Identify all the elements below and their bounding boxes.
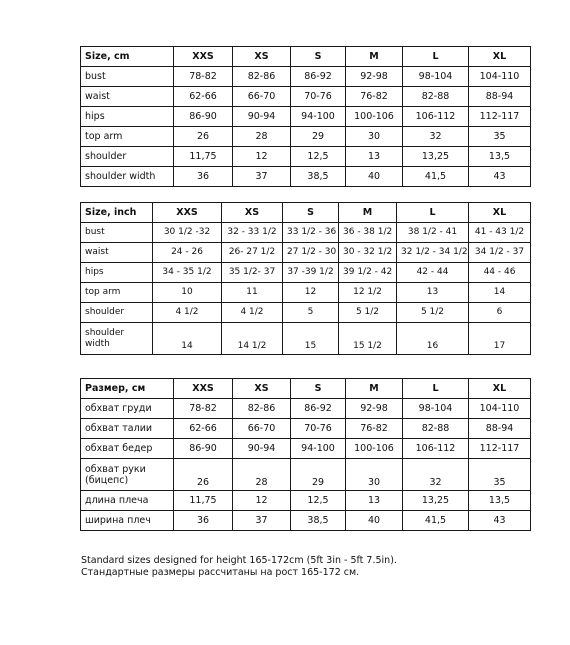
cell: 39 1/2 - 42 xyxy=(339,263,397,283)
cell: 36 - 38 1/2 xyxy=(339,223,397,243)
cell: 14 xyxy=(153,323,222,355)
cell: 78-82 xyxy=(174,399,233,419)
size-header: L xyxy=(403,379,469,399)
cell: 70-76 xyxy=(291,419,346,439)
size-header: L xyxy=(397,203,469,223)
cell: 28 xyxy=(233,459,291,491)
cell: 112-117 xyxy=(469,107,531,127)
cell: 32 - 33 1/2 xyxy=(222,223,283,243)
size-header: S xyxy=(291,47,346,67)
cell: 13 xyxy=(346,491,403,511)
cell: 98-104 xyxy=(403,67,469,87)
cell: 86-90 xyxy=(174,439,233,459)
table-title: Размер, см xyxy=(81,379,174,399)
row-label: top arm xyxy=(81,127,174,147)
table-row xyxy=(81,283,531,303)
cell: 86-92 xyxy=(291,399,346,419)
table-row xyxy=(81,263,531,283)
table-row xyxy=(81,167,531,187)
size-header: XS xyxy=(222,203,283,223)
cell: 35 xyxy=(469,459,531,491)
cell: 30 xyxy=(346,459,403,491)
cell: 32 xyxy=(403,127,469,147)
cell: 44 - 46 xyxy=(469,263,531,283)
header-row xyxy=(81,379,531,399)
row-label: обхват бедер xyxy=(81,439,174,459)
cell: 106-112 xyxy=(403,107,469,127)
cell: 37 -39 1/2 xyxy=(283,263,339,283)
cell: 76-82 xyxy=(346,87,403,107)
cell: 43 xyxy=(469,511,531,531)
cell: 24 - 26 xyxy=(153,243,222,263)
cell: 5 1/2 xyxy=(397,303,469,323)
height-note-ru: Стандартные размеры рассчитаны на рост 165-172 см. xyxy=(81,567,360,578)
cell: 11,75 xyxy=(174,491,233,511)
row-label: обхват талии xyxy=(81,419,174,439)
table-row xyxy=(81,243,531,263)
cell: 82-86 xyxy=(233,399,291,419)
cell: 27 1/2 - 30 xyxy=(283,243,339,263)
row-label: shoulder width xyxy=(81,323,153,355)
cell: 10 xyxy=(153,283,222,303)
cell: 13,25 xyxy=(403,147,469,167)
row-label: hips xyxy=(81,107,174,127)
cell: 28 xyxy=(233,127,291,147)
size-table-ru xyxy=(80,378,531,531)
cell: 40 xyxy=(346,511,403,531)
size-header: XS xyxy=(233,47,291,67)
table-row xyxy=(81,127,531,147)
height-note-en: Standard sizes designed for height 165-172cm (5ft 3in - 5ft 7.5in). xyxy=(81,555,397,566)
cell: 36 xyxy=(174,167,233,187)
cell: 11,75 xyxy=(174,147,233,167)
cell: 82-86 xyxy=(233,67,291,87)
cell: 88-94 xyxy=(469,419,531,439)
row-label: waist xyxy=(81,243,153,263)
row-label: bust xyxy=(81,223,153,243)
cell: 104-110 xyxy=(469,67,531,87)
size-header: XXS xyxy=(153,203,222,223)
size-table-cm xyxy=(80,46,531,187)
cell: 30 - 32 1/2 xyxy=(339,243,397,263)
size-header: M xyxy=(346,47,403,67)
size-header: XXS xyxy=(174,379,233,399)
size-header: XL xyxy=(469,47,531,67)
cell: 12 1/2 xyxy=(339,283,397,303)
cell: 13,25 xyxy=(403,491,469,511)
cell: 62-66 xyxy=(174,87,233,107)
row-label: обхват груди xyxy=(81,399,174,419)
cell: 15 xyxy=(283,323,339,355)
cell: 37 xyxy=(233,511,291,531)
table-title: Size, inch xyxy=(81,203,153,223)
cell: 13,5 xyxy=(469,147,531,167)
cell: 4 1/2 xyxy=(153,303,222,323)
cell: 29 xyxy=(291,127,346,147)
size-header: S xyxy=(283,203,339,223)
cell: 38,5 xyxy=(291,511,346,531)
size-header: XXS xyxy=(174,47,233,67)
cell: 13 xyxy=(346,147,403,167)
cell: 40 xyxy=(346,167,403,187)
cell: 26 xyxy=(174,127,233,147)
cell: 34 1/2 - 37 xyxy=(469,243,531,263)
cell: 43 xyxy=(469,167,531,187)
size-header: L xyxy=(403,47,469,67)
cell: 100-106 xyxy=(346,107,403,127)
cell: 14 xyxy=(469,283,531,303)
size-header: M xyxy=(339,203,397,223)
cell: 32 xyxy=(403,459,469,491)
table-row xyxy=(81,459,531,491)
table-row xyxy=(81,323,531,355)
table-row xyxy=(81,67,531,87)
table-row xyxy=(81,491,531,511)
cell: 14 1/2 xyxy=(222,323,283,355)
table-row xyxy=(81,439,531,459)
size-header: S xyxy=(291,379,346,399)
cell: 42 - 44 xyxy=(397,263,469,283)
cell: 70-76 xyxy=(291,87,346,107)
table-title: Size, cm xyxy=(81,47,174,67)
cell: 12 xyxy=(233,147,291,167)
cell: 35 1/2- 37 xyxy=(222,263,283,283)
cell: 26 xyxy=(174,459,233,491)
cell: 88-94 xyxy=(469,87,531,107)
row-label: shoulder width xyxy=(81,167,174,187)
row-label: top arm xyxy=(81,283,153,303)
row-label: hips xyxy=(81,263,153,283)
row-label: ширина плеч xyxy=(81,511,174,531)
cell: 17 xyxy=(469,323,531,355)
cell: 32 1/2 - 34 1/2 xyxy=(397,243,469,263)
cell: 5 xyxy=(283,303,339,323)
cell: 41,5 xyxy=(403,511,469,531)
row-label: длина плеча xyxy=(81,491,174,511)
cell: 94-100 xyxy=(291,439,346,459)
row-label: shoulder xyxy=(81,147,174,167)
row-label: обхват руки (бицепс) xyxy=(81,459,174,491)
table-row xyxy=(81,419,531,439)
cell: 13 xyxy=(397,283,469,303)
cell: 36 xyxy=(174,511,233,531)
table-row xyxy=(81,511,531,531)
cell: 82-88 xyxy=(403,419,469,439)
cell: 104-110 xyxy=(469,399,531,419)
cell: 112-117 xyxy=(469,439,531,459)
cell: 90-94 xyxy=(233,107,291,127)
cell: 90-94 xyxy=(233,439,291,459)
cell: 34 - 35 1/2 xyxy=(153,263,222,283)
cell: 12,5 xyxy=(291,147,346,167)
cell: 66-70 xyxy=(233,87,291,107)
header-row xyxy=(81,203,531,223)
table-row xyxy=(81,303,531,323)
size-header: M xyxy=(346,379,403,399)
table-row xyxy=(81,107,531,127)
cell: 33 1/2 - 36 xyxy=(283,223,339,243)
cell: 100-106 xyxy=(346,439,403,459)
size-header: XS xyxy=(233,379,291,399)
cell: 5 1/2 xyxy=(339,303,397,323)
cell: 35 xyxy=(469,127,531,147)
cell: 62-66 xyxy=(174,419,233,439)
cell: 94-100 xyxy=(291,107,346,127)
cell: 6 xyxy=(469,303,531,323)
cell: 12,5 xyxy=(291,491,346,511)
table-row xyxy=(81,87,531,107)
cell: 41 - 43 1/2 xyxy=(469,223,531,243)
cell: 66-70 xyxy=(233,419,291,439)
cell: 82-88 xyxy=(403,87,469,107)
cell: 12 xyxy=(283,283,339,303)
cell: 38 1/2 - 41 xyxy=(397,223,469,243)
cell: 29 xyxy=(291,459,346,491)
cell: 98-104 xyxy=(403,399,469,419)
cell: 16 xyxy=(397,323,469,355)
cell: 26- 27 1/2 xyxy=(222,243,283,263)
cell: 37 xyxy=(233,167,291,187)
row-label: shoulder xyxy=(81,303,153,323)
cell: 38,5 xyxy=(291,167,346,187)
cell: 11 xyxy=(222,283,283,303)
cell: 30 1/2 -32 xyxy=(153,223,222,243)
row-label: waist xyxy=(81,87,174,107)
cell: 4 1/2 xyxy=(222,303,283,323)
cell: 86-90 xyxy=(174,107,233,127)
size-header: XL xyxy=(469,203,531,223)
header-row xyxy=(81,47,531,67)
cell: 13,5 xyxy=(469,491,531,511)
cell: 15 1/2 xyxy=(339,323,397,355)
cell: 86-92 xyxy=(291,67,346,87)
cell: 30 xyxy=(346,127,403,147)
size-table-inch xyxy=(80,202,531,355)
cell: 41,5 xyxy=(403,167,469,187)
cell: 92-98 xyxy=(346,67,403,87)
table-row xyxy=(81,399,531,419)
cell: 92-98 xyxy=(346,399,403,419)
cell: 12 xyxy=(233,491,291,511)
cell: 106-112 xyxy=(403,439,469,459)
cell: 78-82 xyxy=(174,67,233,87)
size-header: XL xyxy=(469,379,531,399)
table-row xyxy=(81,147,531,167)
table-row xyxy=(81,223,531,243)
cell: 76-82 xyxy=(346,419,403,439)
row-label: bust xyxy=(81,67,174,87)
